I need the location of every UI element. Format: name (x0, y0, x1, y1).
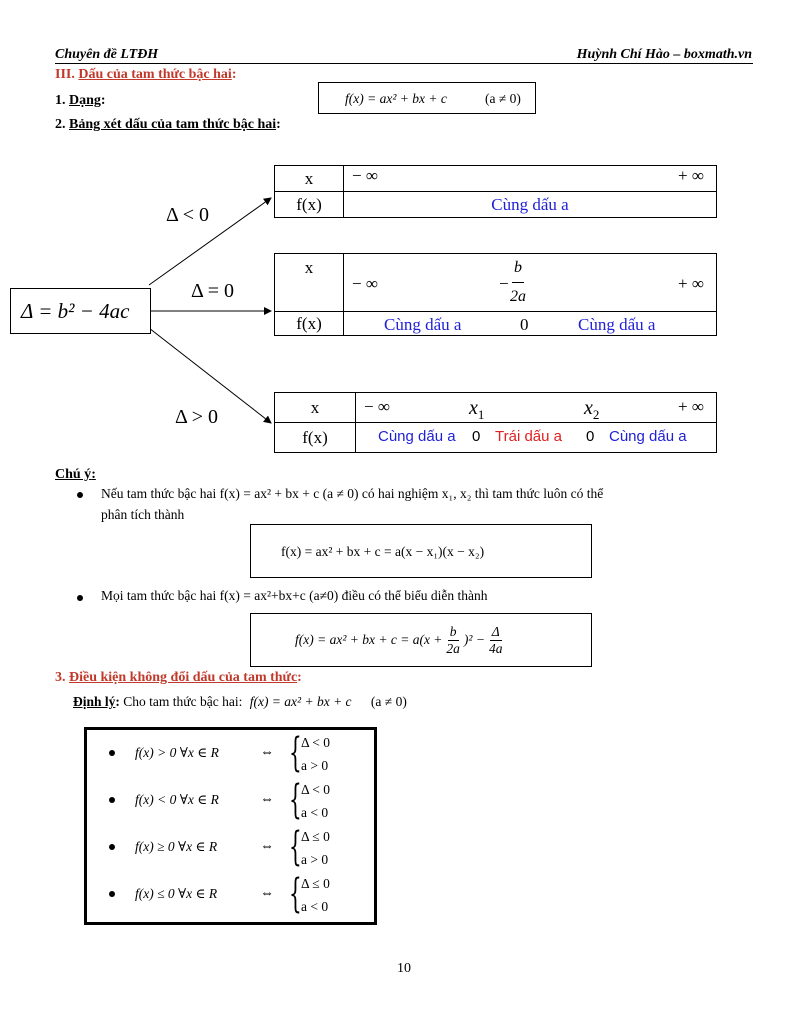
row-fx-label: f(x) (275, 192, 344, 218)
canonical-formula-part-a: f(x) = ax² + bx + c = a(x + (295, 632, 443, 647)
bullet-dot (109, 750, 115, 756)
theorem-label: Định lý (73, 694, 116, 709)
sign-same-a-left: Cùng dấu a (384, 315, 462, 334)
canonical-den-2: 4a (488, 640, 503, 656)
row-x-label: x (275, 254, 344, 312)
sign-opposite-a: Trái dấu a (495, 428, 562, 445)
canonical-num-1: b (449, 624, 457, 639)
form-label-text: Dạng (69, 93, 101, 108)
left-brace: { (289, 777, 302, 823)
canonical-formula-part-b: )² − (463, 632, 485, 647)
condition-delta: Δ ≤ 0 (301, 876, 330, 891)
form-label: 1. Dạng: (55, 93, 106, 108)
condition-heading-num: 3. (55, 670, 66, 685)
zero-value: 0 (520, 315, 529, 334)
delta-definition: Δ = b² − 4ac (21, 299, 130, 323)
iff-symbol: ⇔ (260, 886, 274, 901)
canonical-formula (295, 625, 504, 655)
condition-a: a > 0 (301, 852, 329, 867)
theorem-line: Định lý: Cho tam thức bậc hai: f(x) = ax² + bx + c (a ≠ 0) (73, 694, 407, 709)
condition-lhs: f(x) ≥ 0 ∀x ∈ R (135, 839, 218, 854)
left-brace: { (289, 824, 302, 870)
iff-symbol: ⇔ (260, 839, 274, 854)
note-title-text: Chú ý (55, 467, 92, 482)
zero-value-2: 0 (586, 428, 595, 445)
sign-table-delta-positive (274, 392, 717, 453)
sign-same-a: Cùng dấu a (344, 192, 717, 218)
left-brace: { (289, 730, 302, 776)
section-heading-text: Dấu của tam thức bậc hai (78, 67, 232, 82)
minus-infinity: − ∞ (352, 166, 378, 185)
minus-infinity: − ∞ (352, 274, 378, 293)
page-number: 10 (397, 961, 411, 976)
canonical-num-2: Δ (491, 624, 500, 639)
form-label-num: 1. (55, 93, 66, 108)
theorem-text: Cho tam thức bậc hai: (123, 694, 243, 709)
canonical-fraction-2 (487, 625, 505, 655)
minus-infinity: − ∞ (364, 397, 390, 416)
bullet-dot (109, 797, 115, 803)
sign-same-a-left: Cùng dấu a (378, 428, 456, 445)
plus-infinity: + ∞ (678, 274, 704, 293)
section-heading-colon: : (231, 67, 237, 82)
theorem-formula: f(x) = ax² + bx + c (249, 694, 352, 709)
condition-heading-colon: : (297, 670, 302, 685)
root-x1-sub: 1 (477, 407, 485, 422)
bullet-dot (77, 492, 83, 498)
delta-definition-box (10, 288, 151, 334)
sign-table-delta-zero (274, 253, 717, 336)
row-fx-label: f(x) (275, 423, 356, 453)
double-root-fraction (508, 260, 528, 305)
conditions-box (84, 727, 377, 925)
condition-heading-text: Điều kiện không đổi dấu của tam thức (69, 670, 298, 685)
bullet-dot (109, 891, 115, 897)
row-x-label: x (275, 166, 344, 192)
fx-values-row (344, 312, 717, 336)
condition-delta: Δ ≤ 0 (301, 829, 330, 844)
sign-same-a-right: Cùng dấu a (578, 315, 656, 334)
condition-lhs: f(x) > 0 ∀x ∈ R (135, 745, 219, 760)
fx-values-row (356, 423, 717, 453)
root-x2-sub: 2 (592, 407, 600, 422)
section-heading-num: III. (55, 67, 75, 82)
note-title: Chú ý: (55, 467, 96, 482)
case-delta-positive: Δ > 0 (175, 406, 219, 428)
table-label: 2. Bảng xét dấu của tam thức bậc hai: (55, 117, 281, 132)
root-x2 (584, 397, 599, 423)
condition-lhs: f(x) ≤ 0 ∀x ∈ R (135, 886, 218, 901)
table-label-text: Bảng xét dấu của tam thức bậc hai (69, 117, 277, 132)
row-fx-label: f(x) (275, 312, 344, 336)
sign-same-a-right: Cùng dấu a (609, 428, 687, 445)
root-x1-base: x (469, 397, 478, 419)
root-numerator: b (512, 260, 524, 283)
sign-table-delta-negative (274, 165, 717, 218)
x-values-row (344, 166, 717, 192)
bullet-dot (109, 844, 115, 850)
plus-infinity: + ∞ (678, 397, 704, 416)
case-delta-negative: Δ < 0 (166, 204, 210, 226)
factorization-formula: f(x) = ax² + bx + c = a(x − x₁)(x − x₂) (281, 544, 485, 559)
condition-a: a < 0 (301, 805, 329, 820)
x-values-row (344, 254, 717, 312)
left-brace: { (289, 871, 302, 917)
zero-value-1: 0 (472, 428, 481, 445)
case-delta-zero: Δ = 0 (191, 280, 235, 302)
row-x-label: x (275, 393, 356, 423)
table-label-num: 2. (55, 117, 66, 132)
note-bullet-2: Mọi tam thức bậc hai f(x) = ax²+bx+c (a≠0) điều có thể biểu diễn thành (101, 588, 488, 603)
condition-delta: Δ < 0 (301, 782, 331, 797)
iff-symbol: ⇔ (260, 745, 274, 760)
header-right: Huỳnh Chí Hào – boxmath.vn (576, 47, 752, 62)
canonical-den-1: 2a (446, 640, 460, 656)
root-minus-sign: − (498, 274, 510, 293)
form-formula: f(x) = ax² + bx + c (345, 91, 447, 106)
condition-delta: Δ < 0 (301, 735, 331, 750)
canonical-fraction-1 (444, 625, 462, 655)
root-denominator: 2a (510, 288, 526, 305)
condition-a: a < 0 (301, 899, 329, 914)
root-x2-base: x (584, 397, 593, 419)
condition-heading (55, 670, 302, 686)
bullet-dot (77, 595, 83, 601)
factorization-box (250, 524, 592, 578)
root-x1 (469, 397, 484, 423)
header-left: Chuyên đề LTĐH (55, 47, 159, 62)
condition-lhs: f(x) < 0 ∀x ∈ R (135, 792, 219, 807)
form-condition: (a ≠ 0) (485, 91, 521, 106)
theorem-condition: (a ≠ 0) (370, 694, 407, 709)
plus-infinity: + ∞ (678, 166, 704, 185)
x-values-row (356, 393, 717, 423)
iff-symbol: ⇔ (260, 792, 274, 807)
condition-a: a > 0 (301, 758, 329, 773)
note-bullet-1-line-1: Nếu tam thức bậc hai f(x) = ax² + bx + c (a ≠ 0) có hai nghiệm x₁, x₂ thì tam thức luôn có thể (101, 486, 604, 501)
note-bullet-1-line-2: phân tích thành (101, 507, 185, 522)
canonical-form-box (250, 613, 592, 667)
